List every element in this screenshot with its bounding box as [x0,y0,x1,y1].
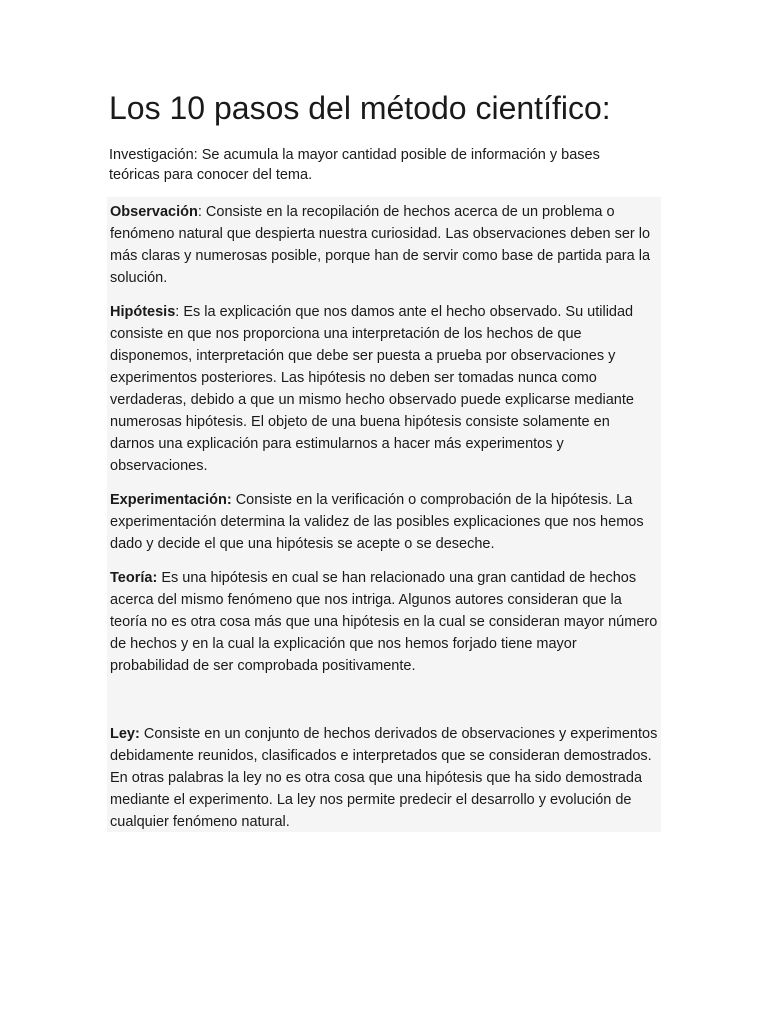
section-term: Observación [110,204,198,220]
section-experimentacion [110,489,658,555]
section-term: Ley: [110,726,140,742]
section-teoria [110,567,658,677]
section-text: Es la explicación que nos damos ante el hecho observado. Su utilidad consiste en que nos proporciona una interpretación de los hechos de que disponemos, interpretación que debe ser puesta a prueba por observaciones y experimentos posteriores. Las hipótesis no deben ser tomadas nunca como verdaderas, debido a que un mismo hecho observado puede explicarse mediante numerosas hipótesis. El objeto de una buena hipótesis consiste solamente en darnos una explicación para estimularnos a hacer más experimentos y observaciones. [110,304,634,474]
section-term: Experimentación: [110,492,232,508]
section-separator: : [197,204,206,220]
section-text: Consiste en un conjunto de hechos derivados de observaciones y experimentos debidamente reunidos, clasificados e interpretados que se consideran demostrados. En otras palabras la ley no es otra cosa que una hipótesis que ha sido demostrada mediante el experimento. La ley nos permite predecir el desarrollo y evolución de cualquier fenómeno natural. [110,726,658,830]
section-text: Consiste en la recopilación de hechos acerca de un problema o fenómeno natural que despierta nuestra curiosidad. Las observaciones deben ser lo más claras y numerosas posible, porque han de servir como base de partida para la solución. [110,204,651,286]
section-ley [110,723,658,833]
section-text: Consiste en la verificación o comprobación de la hipótesis. La experimentación determina la validez de las posibles explicaciones que nos hemos dado y decide el que una hipótesis se acepte o se deseche. [110,492,644,552]
section-term: Teoría: [110,570,158,586]
section-term: Hipótesis [110,304,176,320]
section-separator: : [175,304,184,320]
page-title: Los 10 pasos del método científico: [109,90,611,126]
intro-paragraph: Investigación: Se acumula la mayor cantidad posible de información y bases teóricas para conocer del tema. [109,147,600,183]
section-hipotesis [110,301,658,477]
section-observacion [110,201,658,289]
section-text: Es una hipótesis en cual se han relacionado una gran cantidad de hechos acerca del mismo fenómeno que nos intriga. Algunos autores consideran que la teoría no es otra cosa más que una hipótesis en la cual se consideran mayor número de hechos y en la cual la explicación que nos hemos forjado tiene mayor probabilidad de ser comprobada positivamente. [110,570,658,674]
